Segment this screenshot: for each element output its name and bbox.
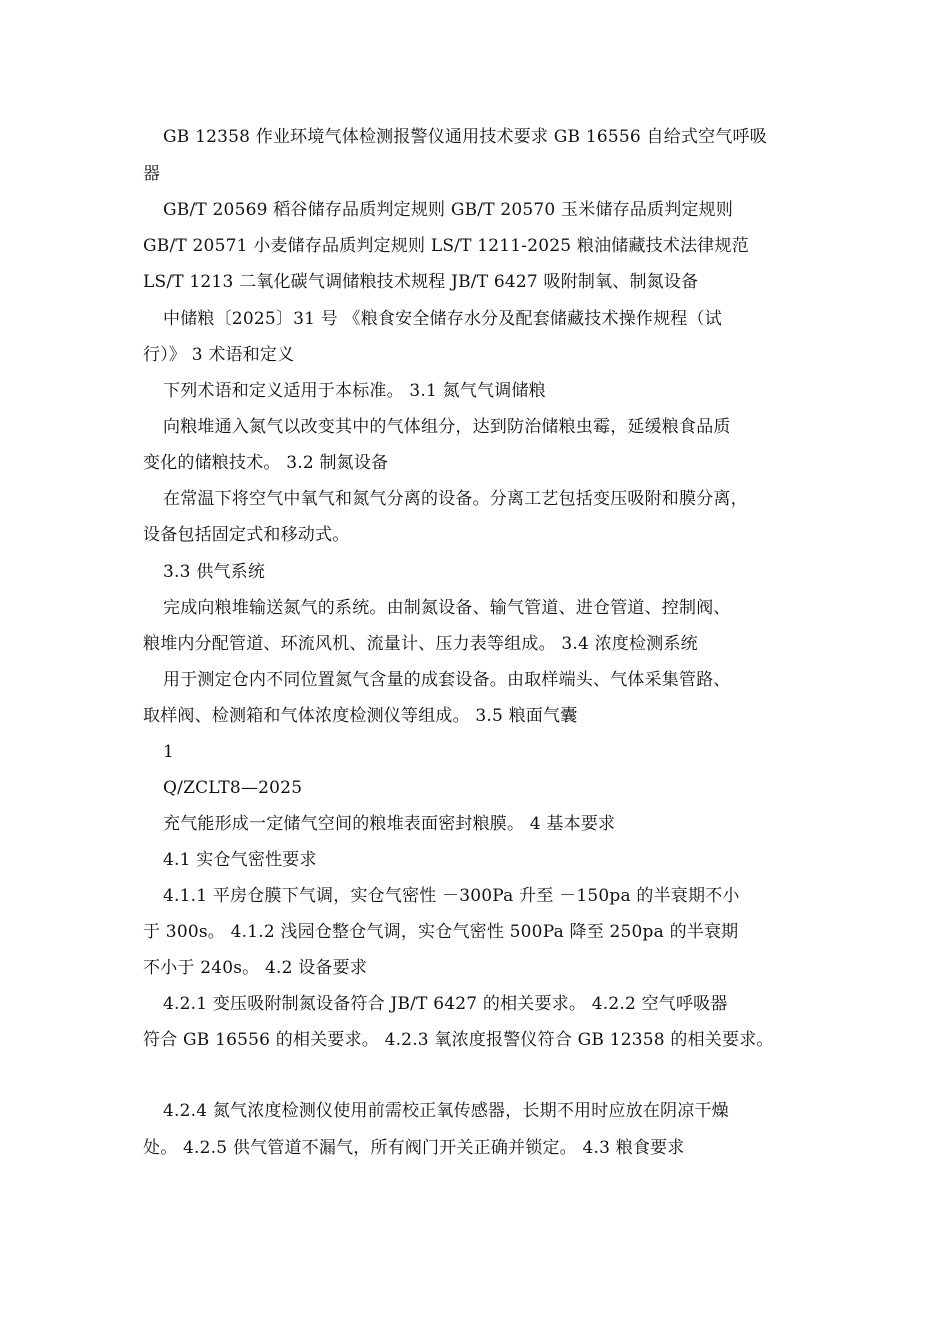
text-line-standard-refs: GB/T 20571 小麦储存品质判定规则 LS/T 1211-2025 粮油储藏技术法律规范 — [143, 236, 749, 256]
text-line-requirement: 4.2.1 变压吸附制氮设备符合 JB/T 6427 的相关要求。 4.2.2 空气呼吸器 — [163, 994, 728, 1014]
text-line-definition: 变化的储粮技术。 3.2 制氮设备 — [143, 453, 389, 473]
text-line-subheading: 4.1 实仓气密性要求 — [163, 850, 317, 870]
text-line-subheading: 3.3 供气系统 — [163, 562, 266, 582]
text-line-requirement: 不小于 240s。 4.2 设备要求 — [143, 958, 368, 978]
text-line-standard-refs: GB/T 20569 稻谷储存品质判定规则 GB/T 20570 玉米储存品质判定规则 — [163, 200, 734, 220]
text-line-definition: 在常温下将空气中氧气和氮气分离的设备。分离工艺包括变压吸附和膜分离， — [163, 489, 748, 509]
text-line-requirement: 于 300s。 4.1.2 浅园仓整仓气调，实仓气密性 500Pa 降至 250pa 的半衰期 — [143, 922, 739, 942]
text-line-standard-refs: GB 12358 作业环境气体检测报警仪通用技术要求 GB 16556 自给式空气呼吸 — [163, 127, 767, 147]
document-code: Q/ZCLT8—2025 — [163, 778, 303, 798]
text-line-definition: 下列术语和定义适用于本标准。 3.1 氮气气调储粮 — [163, 381, 546, 401]
text-line-standard-refs: LS/T 1213 二氧化碳气调储粮技术规程 JB/T 6427 吸附制氧、制氮设备 — [143, 272, 699, 292]
text-line-requirement: 符合 GB 16556 的相关要求。 4.2.3 氧浓度报警仪符合 GB 12358 的相关要求。 — [143, 1030, 774, 1050]
text-line-definition: 取样阀、检测箱和气体浓度检测仪等组成。 3.5 粮面气囊 — [143, 706, 578, 726]
text-line-requirement: 处。 4.2.5 供气管道不漏气，所有阀门开关正确并锁定。 4.3 粮食要求 — [143, 1138, 685, 1158]
text-line-definition: 充气能形成一定储气空间的粮堆表面密封粮膜。 4 基本要求 — [163, 814, 616, 834]
text-line-definition: 完成向粮堆输送氮气的系统。由制氮设备、输气管道、进仓管道、控制阀、 — [163, 598, 731, 618]
text-line-definition: 设备包括固定式和移动式。 — [143, 525, 350, 545]
text-line-definition: 用于测定仓内不同位置氮气含量的成套设备。由取样端头、气体采集管路、 — [163, 670, 731, 690]
text-line-continuation: 器 — [143, 164, 161, 184]
text-line-requirement: 4.2.4 氮气浓度检测仪使用前需校正氧传感器，长期不用时应放在阴凉干燥 — [163, 1101, 729, 1121]
text-line-section-heading: 行）》 3 术语和定义 — [143, 345, 295, 365]
text-line-definition: 粮堆内分配管道、环流风机、流量计、压力表等组成。 3.4 浓度检测系统 — [143, 634, 698, 654]
page-number: 1 — [163, 742, 175, 762]
text-line-requirement: 4.1.1 平房仓膜下气调，实仓气密性 －300Pa 升至 －150pa 的半衰期不小 — [163, 886, 740, 906]
text-line-regulation-ref: 中储粮〔2025〕31 号 《粮食安全储存水分及配套储藏技术操作规程（试 — [163, 309, 722, 329]
text-line-definition: 向粮堆通入氮气以改变其中的气体组分，达到防治储粮虫霉，延缓粮食品质 — [163, 417, 731, 437]
